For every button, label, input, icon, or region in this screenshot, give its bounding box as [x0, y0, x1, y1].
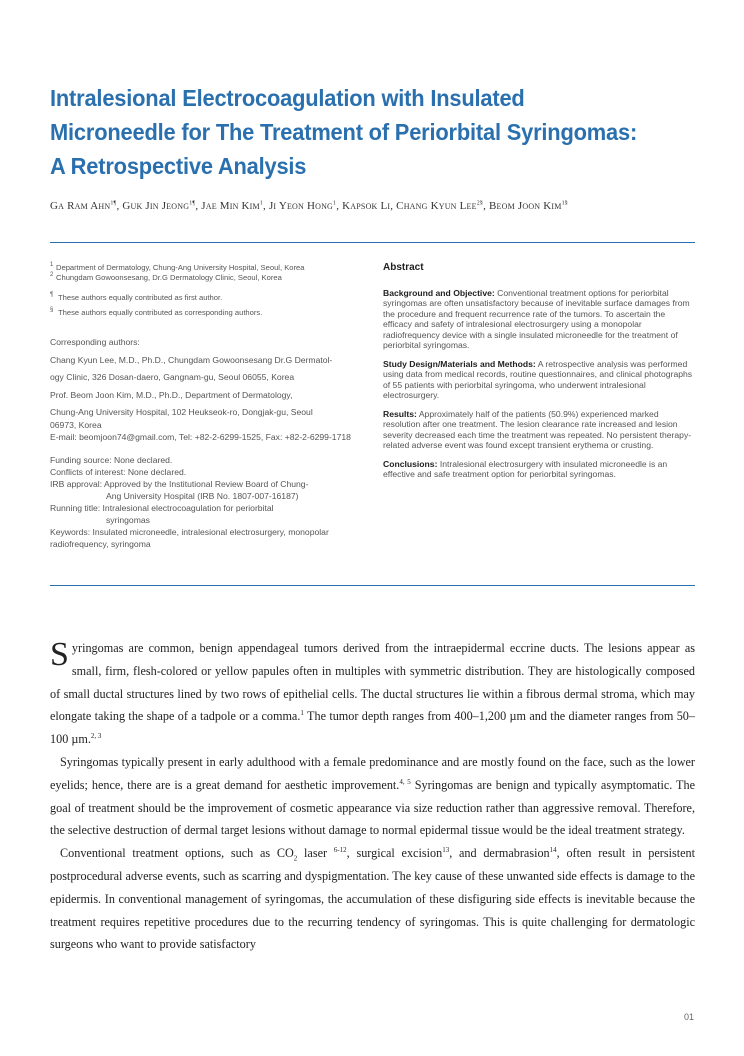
note-1-text: These authors equally contributed as first author. — [58, 293, 223, 302]
note-2-text: These authors equally contributed as corresponding authors. — [58, 308, 263, 317]
author-name: Beom Joon Kim — [489, 200, 562, 212]
equal-contribution-note-2 — [50, 308, 355, 318]
p3-text-d: , and dermabrasion — [449, 846, 550, 861]
author-name: Kapsok Li — [342, 200, 391, 212]
affiliation-1-mark: 1 — [50, 262, 54, 268]
author-separator: , — [483, 200, 489, 212]
drop-cap: S — [50, 636, 69, 673]
p2-text-b: Syringomas are benign and typically asymptomatic. The goal of treatment should be the improvement of cosmetic appearance via size reduction rather than aggressive removal. Therefore, the selective destruction of dermal target lesions without damage to normal epidermal tissue would be the ideal treatment strategy. — [50, 777, 696, 838]
citation-13: 13 — [442, 846, 450, 855]
corresponding-line-2: ogy Clinic, 326 Dosan-daero, Gangnam-gu, Seoul 06055, Korea — [50, 372, 295, 382]
body-paragraph-1 — [50, 637, 695, 751]
author-affiliation-mark: 1¶ — [189, 200, 196, 207]
bottom-divider — [50, 585, 695, 586]
author-name: Guk Jin Jeong — [122, 200, 190, 212]
citation-4-5: 4, 5 — [399, 777, 411, 786]
p3-text-e: , often result in persistent postprocedural adverse events, such as scarring and dyspigmentation. The key cause of these unwanted side effects is damage to the epidermis. In conventional management of syringomas, the accumulation of these disfiguring side effects is inevitable because the treatment requires repetitive procedures due to the recurring tendency of syringomas. This is quite challenging for dermatologic surgeons who want to provide satisfactory — [50, 846, 696, 952]
author-name: Ji Yeon Hong — [268, 200, 334, 212]
author-separator: , — [195, 200, 202, 212]
p3-text-a: Conventional treatment options, such as CO — [60, 846, 294, 861]
citation-1: 1 — [300, 709, 304, 718]
abstract-heading: Abstract — [383, 262, 424, 273]
author-separator: , — [336, 200, 343, 212]
body-paragraph-3 — [50, 842, 695, 956]
affiliation-1-text: Department of Dermatology, Chung-Ang University Hospital, Seoul, Korea — [56, 263, 305, 272]
author-affiliation-mark: 1 — [259, 200, 264, 207]
author-name: Chang Kyun Lee — [396, 200, 477, 212]
note-1-mark: ¶ — [50, 292, 54, 298]
results-label: Results: — [383, 408, 417, 419]
conflicts-of-interest: Conflicts of interest: None declared. — [50, 466, 187, 477]
author-affiliation-mark: 2§ — [476, 200, 484, 207]
body-text — [50, 637, 695, 956]
p3-text-b: laser — [297, 846, 334, 861]
p1-text-b: The tumor depth ranges from 400–1,200 µm and the diameter ranges from 50–100 µm. — [50, 709, 695, 747]
page-number: 01 — [683, 1012, 694, 1022]
title-line-3: A Retrospective Analysis — [50, 153, 307, 179]
irb-approval-line-1: IRB approval: Approved by the Institutional Review Board of Chung- — [50, 478, 309, 489]
citation-6-12: 6-12 — [333, 846, 347, 855]
author-name: Jae Min Kim — [201, 200, 260, 212]
author-affiliation-mark: 1 — [333, 200, 337, 207]
corresponding-line-1: Chang Kyun Lee, M.D., Ph.D., Chungdam Gowoonsesang Dr.G Dermatol- — [50, 354, 333, 365]
irb-approval-line-2: Ang University Hospital (IRB No. 1807-007-16187) — [106, 490, 299, 501]
p1-text-a: yringomas are common, benign appendageal tumors derived from the intraepidermal eccrine ducts. The lesions appear as small, firm, flesh-colored or yellow papules often in multiples with symmetric distribution. They are histologically composed of small ductal structures lined by two rows of epithelial cells. The ductal structures lie within a fibrous dermal stroma, which may elongate taking the shape of a tadpole or a comma. — [50, 641, 695, 724]
author-separator: , — [390, 200, 397, 212]
author-separator: , — [116, 200, 123, 212]
body-paragraph-2 — [50, 751, 695, 842]
running-title-line-1: Running title: Intralesional electrocoagulation for periorbital — [50, 502, 274, 513]
funding-source: Funding source: None declared. — [50, 454, 173, 465]
background-text: Conventional treatment options for periorbital syringomas are often unsatisfactory because of inevitable surface damages from the procedure and frequent recurrence rate of the tumors. To ascertain the efficacy and safety of intralesional electrosurgery using a monopolar radiofrequency device with a single insulated microneedle for the treatment of periorbital syringomas. — [383, 287, 690, 350]
citation-2-3: 2, 3 — [90, 732, 102, 741]
background-label: Background and Objective: — [383, 287, 495, 298]
p3-text-c: , surgical excision — [346, 846, 443, 861]
author-affiliation-mark: 1§ — [561, 200, 568, 207]
co2-subscript: 2 — [293, 854, 298, 863]
abstract-conclusions — [383, 459, 695, 480]
running-title-line-2: syringomas — [106, 514, 150, 525]
author-separator: , — [263, 200, 269, 212]
affiliation-1 — [50, 263, 355, 273]
conclusions-text: Intralesional electrosurgery with insulated microneedle is an effective and safe treatment option for periorbital syringomas. — [383, 458, 668, 479]
author-affiliation-mark: 1¶ — [110, 200, 117, 207]
affiliation-2-text: Chungdam Gowoonsesang, Dr.G Dermatology Clinic, Seoul, Korea — [56, 273, 282, 282]
p2-text-a: Syringomas typically present in early adulthood with a female predominance and are mostly found on the face, such as the lower eyelids; hence, there are is a great demand for aesthetic improvement. — [50, 754, 695, 792]
affiliation-2 — [50, 273, 355, 283]
top-divider — [50, 242, 695, 243]
abstract-column — [383, 263, 695, 488]
front-matter-column — [50, 263, 355, 550]
results-text: Approximately half of the patients (50.9%) experienced marked resolution after one treatment. The lesion clearance rate increased and lesion severity decreased each time the treatment was repeated. No persistent therapy-related adverse event was found except transient erythema or crusting. — [383, 408, 692, 450]
conclusions-label: Conclusions: — [383, 458, 438, 469]
note-2-mark: § — [50, 307, 54, 313]
paper-title — [50, 81, 655, 183]
author-list — [50, 200, 700, 212]
title-line-1: Intralesional Electrocoagulation with Insulated — [50, 85, 525, 111]
abstract-background — [383, 288, 695, 351]
author-name: Ga Ram Ahn — [50, 200, 111, 212]
corresponding-line-3: Prof. Beom Joon Kim, M.D., Ph.D., Department of Dermatology, — [50, 389, 293, 400]
corresponding-heading: Corresponding authors: — [50, 337, 140, 347]
design-text: A retrospective analysis was performed using data from medical records, routine questionnaires, and clinical photographs of 55 patients with periorbital syringoma, who underwent intralesional electrosurgery. — [383, 358, 693, 400]
abstract-design — [383, 359, 695, 401]
corresponding-postal: 06973, Korea — [50, 419, 102, 430]
citation-14: 14 — [549, 846, 557, 855]
abstract-results — [383, 409, 695, 451]
keywords: Keywords: Insulated microneedle, intralesional electrosurgery, monopolar radiofrequency, syringoma — [50, 526, 329, 549]
equal-contribution-note-1 — [50, 293, 355, 303]
corresponding-contact: E-mail: beomjoon74@gmail.com, Tel: +82-2-6299-1525, Fax: +82-2-6299-1718 — [50, 431, 351, 442]
title-line-2: Microneedle for The Treatment of Periorbital Syringomas: — [50, 119, 638, 145]
corresponding-line-4: Chung-Ang University Hospital, 102 Heukseok-ro, Dongjak-gu, Seoul — [50, 407, 313, 417]
design-label: Study Design/Materials and Methods: — [383, 358, 536, 369]
affiliation-2-mark: 2 — [50, 272, 54, 278]
